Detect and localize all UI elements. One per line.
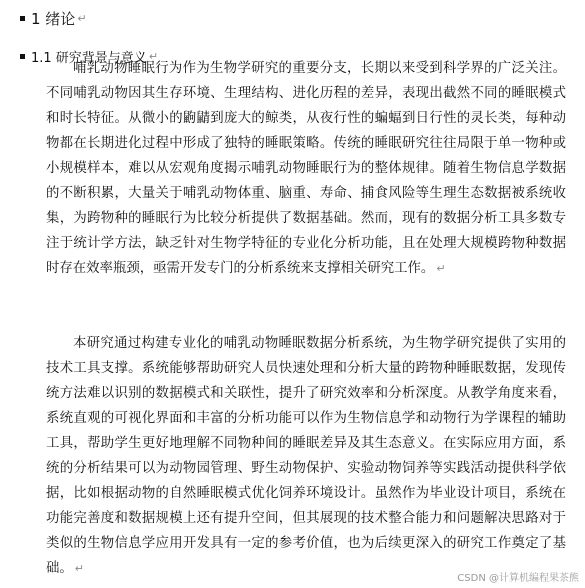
paragraph-mark: ↵ — [148, 50, 159, 63]
body-paragraph-1 — [46, 56, 566, 281]
body-paragraph-2 — [46, 331, 566, 581]
section-heading-text: 1.1 研究背景与意义 — [31, 51, 147, 66]
paragraph-mark: ↵ — [74, 562, 84, 575]
watermark: CSDN @计算机编程果茶熊 — [457, 573, 579, 584]
heading-bullet — [20, 54, 25, 59]
paragraph-text: 本研究通过构建专业化的哺乳动物睡眠数据分析系统，为生物学研究提供了实用的技术工具支撑。系统能够帮助研究人员快速处理和分析大量的跨物种睡眠数据，发现传统方法难以识别的数据模式和关联性，提升了研究效率和分析深度。从教学角度来看，系统直观的可视化界面和丰富的分析功能可以作为生物信息学和动物行为学课程的辅助工具，帮助学生更好地理解不同物种间的睡眠差异及其生态意义。在实际应用方面，系统的分析结果可以为动物园管理、野生动物保护、实验动物饲养等实践活动提供科学依据，比如根据动物的自然睡眠模式优化饲养环境设计。虽然作为毕业设计项目，系统在功能完善度和数据规模上还有提升空间，但其展现的技术整合能力和问题解决思路对于类似的生物信息学应用开发具有一定的参考价值，也为后续更深入的研究工作奠定了基础。 — [46, 336, 566, 576]
paragraph-mark: ↵ — [436, 262, 446, 275]
paragraph-mark: ↵ — [77, 12, 87, 25]
chapter-heading-text: 1 绪论 — [31, 10, 76, 28]
chapter-heading — [20, 8, 87, 29]
paragraph-text: 哺乳动物睡眠行为作为生物学研究的重要分支，长期以来受到科学界的广泛关注。不同哺乳动物因其生存环境、生理结构、进化历程的差异，表现出截然不同的睡眠模式和时长特征。从微小的鼩鼱到庞大的鲸类，从夜行性的蝙蝠到日行性的灵长类，每种动物都在长期进化过程中形成了独特的睡眠策略。传统的睡眠研究往往局限于单一物种或小规模样本，难以从宏观角度揭示哺乳动物睡眠行为的整体规律。随着生物信息学数据的不断积累，大量关于哺乳动物体重、脑重、寿命、捕食风险等生理生态数据被系统收集，为跨物种的睡眠行为比较分析提供了数据基础。然而，现有的数据分析工具多数专注于统计学方法，缺乏针对生物学特征的专业化分析功能，且在处理大规模跨物种数据时存在效率瓶颈，亟需开发专门的分析系统来支撑相关研究工作。 — [46, 61, 566, 276]
heading-bullet — [20, 16, 25, 21]
